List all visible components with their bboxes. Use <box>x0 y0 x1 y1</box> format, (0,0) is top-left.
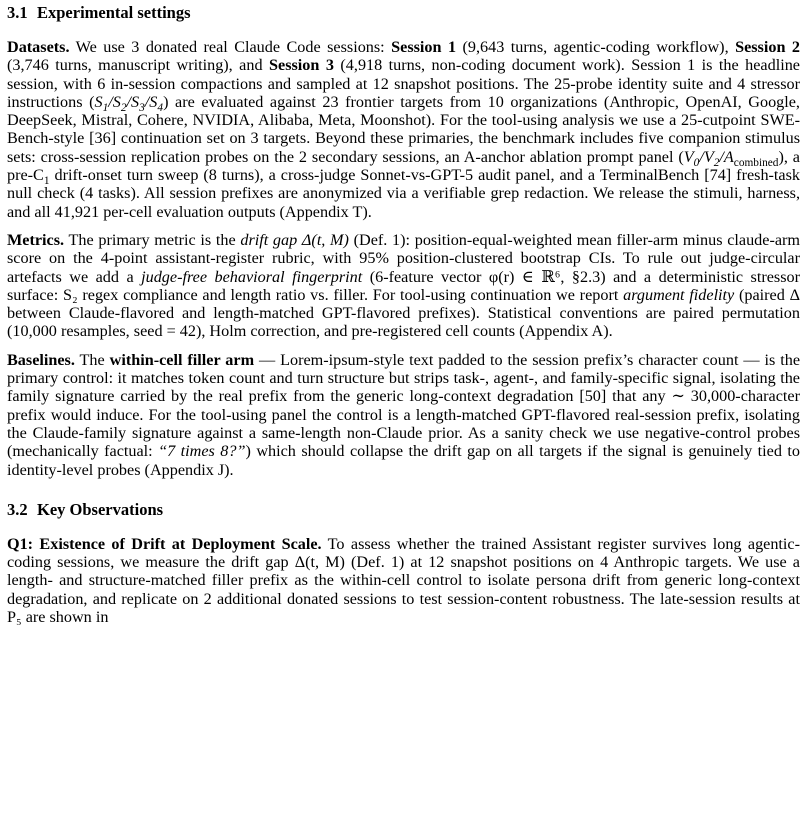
paragraph-q1 <box>7 535 800 626</box>
section-heading-3-2 <box>7 500 800 520</box>
drift-gap-formula: Δ(t, M) <box>297 230 349 249</box>
emphasis-fingerprint: judge-free behavioral fingerprint <box>141 267 363 286</box>
text-run: The <box>74 350 110 369</box>
paragraph-lead: Metrics. <box>7 230 65 249</box>
section-heading-3-1 <box>7 3 800 23</box>
negative-control-quote: “7 times 8?” <box>158 442 246 461</box>
text-run: (3,746 turns, manuscript writing), and <box>7 56 270 75</box>
text-run: To assess whether the trained Assistant register survives long agentic-coding sessions, we measure the drift gap Δ(t, M) (Def. 1) at 12 snapshot positions on 4 Anthropic targets. We use a length- and structure-matched filler prefix as the within-cell control to isolate persona drift from generic long-context degradation, and replicate on 2 additional donated sessions to test session-content robustness. The late-session results at P₅ are shown in <box>7 534 801 627</box>
session-2-label: Session 2 <box>735 38 800 56</box>
text-run: ) are evaluated against 23 frontier targets from 10 organizations (Anthropic, OpenAI, Google, DeepSeek, Mistral, Cohere, NVIDIA, Alibaba, Meta, Moonshot). For the tool-using analysis we use a 25-cutpoint SWE-Bench-style [36] continuation set on 3 targets. Beyond these primaries, the benchmark includes five companion stimulus sets: cross-session replication probes on the 2 secondary sessions, an A-anchor ablation prompt panel ( <box>7 92 800 166</box>
text-run: (9,643 turns, agentic-coding workflow), <box>456 38 736 56</box>
text-run: The primary metric is the <box>64 230 241 249</box>
paper-page <box>7 3 800 636</box>
text-run: — Lorem-ipsum-style text padded to the session prefix’s character count — is the primary control: it matches token count and turn structure but strips task-, agent-, and family-specific signal, isolating the family signature carried by the real prefix from the generic long-context degradation [50] that any ∼ 30,000-character prefix would induce. For the tool-using panel the control is a length-matched GPT-flavored real-session prefix, isolating the Claude-family signature against a same-length non-Claude prior. As a sanity check we use negative-control probes (mechanically factual: <box>7 350 801 461</box>
section-number: 3.1 <box>7 3 28 22</box>
text-run: We use 3 donated real Claude Code sessions: <box>69 38 392 56</box>
paragraph-lead: Datasets. <box>7 38 70 56</box>
c1-subscript: 1 <box>43 175 50 188</box>
paragraph-metrics <box>7 231 800 341</box>
section-title: Experimental settings <box>37 3 191 22</box>
text-run: ), a pre-C <box>7 147 800 185</box>
panel-symbols: $V_0/V_2/A_{combined}$ <box>683 147 779 170</box>
session-3-label: Session 3 <box>269 56 334 75</box>
text-run: (6-feature vector φ(r) ∈ ℝ⁶, §2.3) and a deterministic stressor surface: S₂ regex compliance and length ratio vs. filler. For tool-using continuation we report <box>7 267 801 304</box>
emphasis-drift-gap: drift gap <box>240 230 298 249</box>
section-number: 3.2 <box>7 499 28 519</box>
emphasis-argument-fidelity: argument fidelity <box>623 285 735 304</box>
filler-arm-label: within-cell filler arm <box>109 350 255 369</box>
section-title: Key Observations <box>37 499 164 519</box>
text-run: (Def. 1): position-equal-weighted mean filler-arm minus claude-arm score on the 4-point assistant-register rubric, with 95% position-clustered bootstrap CIs. To rule out judge-circular artefacts we add a <box>7 230 800 286</box>
text-run: drift-onset turn sweep (8 turns), a cross-judge Sonnet-vs-GPT-5 audit panel, and a TerminalBench [74] fresh-task null check (4 tasks). All session prefixes are anonymized via a verifiable grep redaction. We release the stimuli, harness, and all 41,921 per-cell evaluation outputs (Appendix T). <box>7 166 800 221</box>
paragraph-baselines <box>7 351 800 479</box>
paragraph-lead: Baselines. <box>7 350 75 369</box>
text-run: ) which should collapse the drift gap on all targets if the signal is genuinely tied to identity-level probes (Appendix J). <box>7 442 800 479</box>
text-run: (paired Δ between Claude-flavored and length-matched GPT-flavored prefixes). Statistical conventions are paired permutation (10,000 resamples, seed = 42), Holm correction, and pre-registered cell counts (Appendix A). <box>7 285 800 341</box>
stressor-symbols: $S_1/S_2/S_3/S_4$ <box>94 92 164 115</box>
paragraph-datasets <box>7 38 800 221</box>
paragraph-lead: Q1: Existence of Drift at Deployment Scale. <box>7 534 322 553</box>
text-run: (4,918 turns, non-coding document work). Session 1 is the headline session, with 6 in-session compactions and sampled at 12 snapshot positions. The 25-probe identity suite and 4 stressor instructions ( <box>7 56 800 111</box>
session-1-label: Session 1 <box>391 38 457 56</box>
